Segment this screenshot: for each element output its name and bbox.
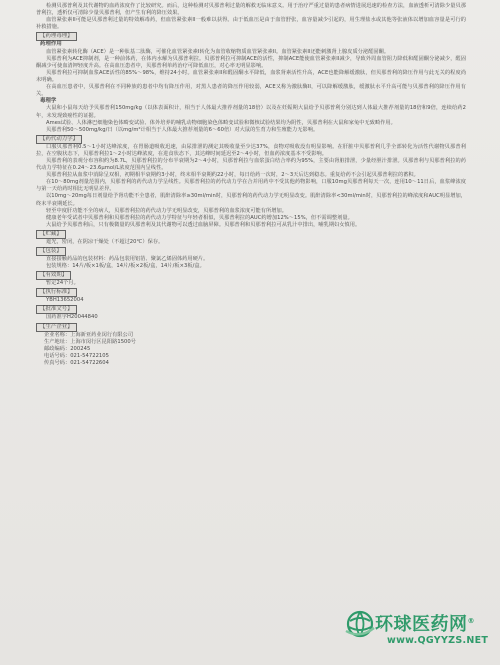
- fax-row: 传真号码：021-54722604: [44, 359, 109, 366]
- standard-text: YBH13652004: [46, 297, 84, 304]
- pharm-paragraph: 贝那普利为ACE抑制剂，是一种前体药，在体内水解为贝那普利拉。贝那普利拉可抑制ACE的活性，抑制ACE能使血管紧张素II减少，导致外周血管阻力降低和醛固酮分泌减少，醛固酮减少可使血清钾轻度升高。在高血压患者中，贝那普利单药治疗可降低血压，对心率无明显影响。: [36, 55, 466, 69]
- section-heading-pharmacology: 【药理毒理】: [36, 32, 77, 41]
- pk-paragraph: 以10mg～20mg每日剂量给予肾功能不全患者，肌酐清除率≥30ml/min时，贝那普利的药代动力学无明显改变。肌酐清除率<30ml/min时，贝那普利拉的峰浓度和AUC明显增加，终末半衰期延长。: [36, 193, 466, 207]
- section-heading-package: 【包装】: [36, 247, 66, 256]
- watermark-url: www.QGYYZS.NET: [387, 635, 489, 646]
- approval-number: 国药准字H20044840: [46, 314, 98, 321]
- pharm-paragraph: 血管紧张素转化酶（ACE）是一种肽基二肽酶，可催化血管紧张素I转化为血管收缩物质血管紧张素II。血管紧张素II还能刺激肾上腺皮质分泌醛固酮。: [46, 48, 390, 55]
- pharm-paragraph: 在高血压患者中，贝那普利在不同种族的患者中均有降压作用，对黑人患者的降压作用较弱，ACE又称为激肽酶II，可以降解缓激肽，缓激肽水平升高可能与贝那普利的降压作用有关。: [36, 84, 466, 98]
- globe-logo-icon: [345, 609, 375, 639]
- tox-paragraph: Ames试验、人体淋巴细胞染色体畸变试验、体外培养的哺乳动物细胞染色体畸变试验和微核试验结果均为阴性，贝那普利在大鼠和家兔中无致畸作用。: [46, 119, 396, 126]
- tox-paragraph: 贝那普利50～500mg/kg/日（以mg/m²计相当于人体最大推荐剂量的6～60倍）对大鼠的生育力和生殖能力无影响。: [46, 126, 319, 133]
- section-heading-standard: 【执行标准】: [36, 288, 77, 297]
- watermark-title: 环球医药网®: [375, 614, 475, 635]
- postal-code-row: 邮政编码：200245: [44, 345, 91, 352]
- section-heading-pharmacokinetics: 【药代动力学】: [36, 135, 82, 144]
- document-body: [36, 3, 466, 367]
- intro-paragraph-2: 血管紧张素II可能是贝那普利过量的特效解毒药，但血管紧张素II一般难以获得。由于低血压是由于血管舒张，血容量减少引起的，用生理盐水或其他等张液体以增加血容量是可行的补救措施。: [36, 17, 466, 31]
- storage-text: 遮光，密闭，在阴凉干燥处（不超过20℃）保存。: [46, 238, 164, 245]
- site-watermark: [345, 607, 495, 662]
- pk-paragraph: 轻至中度肝功能不全的病人，贝那普利拉的药代动力学无明显改变，贝那普利的血浆浓度可能有所增加。: [46, 207, 287, 214]
- phone-row: 电话号码：021-54722105: [44, 352, 109, 359]
- section-heading-validity: 【有效期】: [36, 271, 71, 280]
- validity-text: 暂定24个月。: [46, 280, 79, 287]
- pk-paragraph: 在10～80mg剂量范围内，贝那普利的药代动力学呈线性。贝那普利拉的药代动力学在合并用药中不受其他药物影响，口服10mg贝那普利每天一次，连用10～11日后，血浆峰浓度与第一天给药时相比无明显差异。: [36, 179, 466, 193]
- package-spec: 包装规格：14片/板×1板/盒，14片/板×2板/盒，14片/板×3板/盒。: [46, 263, 205, 270]
- pharm-paragraph: 贝那普利拉可抑制血浆ACE活性的85%～98%，维持24小时。血管紧张素II和醛固酮水平降低，血浆肾素活性升高，ACE也能降解缓激肽，但贝那普利的降压作用与此无关的程度尚未明确。: [36, 69, 466, 83]
- subheading-toxicology: 毒理学: [40, 98, 57, 105]
- package-material: 直接接触药品的包装材料：药品包装用铝箔、聚氯乙烯固体药用硬片。: [46, 256, 209, 263]
- pk-paragraph: 健康老年受试者中贝那普利和贝那普利拉的药代动力学特征与年轻者相似，贝那普利拉的AUC约增加12%～15%，但不需调整剂量。: [46, 214, 353, 221]
- pk-paragraph: 口服贝那普利0.5～1小时达峰浓度，在胃肠道吸收迅速，由尿排泄的测定其吸收量至少达37%，食物对吸收没有明显影响。在肝脏中贝那普利几乎全部转化为活性代谢物贝那普利拉，在空腹状态下，贝那普利拉1～2小时达峰浓度，在进食状态下，其达峰时间延迟至2～4小时，但血药浓度基本不受影响。: [36, 143, 466, 157]
- section-heading-approval: 【批准文号】: [36, 305, 77, 314]
- manufacturer-address-row: 生产地址：上海市闵行区昆阳路1500号: [44, 338, 136, 345]
- section-heading-manufacturer: 【生产企业】: [36, 323, 77, 332]
- manufacturer-name-row: 企业名称：上海新亚药业闵行有限公司: [44, 331, 134, 338]
- intro-paragraph-1: 检测贝那普利及其代谢物的血药浓度作了比较研究。而后，这种检测对贝那普利过量的解救无临床意义。用于治疗严重过量的患者病情进展迅速的检查方法，血液透析可清除少量贝那普利拉，透析仅可清除少量贝那普利，但产生有利的降压效果。: [36, 3, 466, 17]
- section-heading-storage: 【贮藏】: [36, 230, 66, 239]
- pk-paragraph: 贝那普利的表观分布容积约为8.7L，贝那普利拉的分布半衰期为2～4小时，贝那普利拉与血浆蛋白结合率约为95%，主要由肾脏排泄，少量经胆汁排泄。贝那普利与贝那普利拉的药代动力学特征在0.24～23.6μmol/L浓度范围内呈线性。: [36, 158, 466, 172]
- subheading-pharmacological-action: 药理作用: [40, 41, 62, 48]
- pk-paragraph: 贝那普利拉从血浆中消除呈双相，初期相半衰期约3小时，终末相半衰期约22小时，每日给药一次时，2～3天后达到稳态。重复给药不会引起贝那普利拉的蓄积。: [46, 172, 419, 179]
- tox-paragraph: 大鼠和小鼠每天给予贝那普利150mg/kg（以体表面积计，相当于人体最大推荐剂量的18倍）以及在妊娠期大鼠给予贝那普利分别达到人体最大推荐剂量的18倍和9倍，连续给药2年，未发现致癌性的证据。: [36, 105, 466, 119]
- pk-paragraph: 大鼠给予贝那普利后，只有极微量的贝那普利及其代谢物可以透过血脑屏障。贝那普利和贝那普利拉可从乳汁中排出，哺乳期妇女慎用。: [46, 221, 361, 228]
